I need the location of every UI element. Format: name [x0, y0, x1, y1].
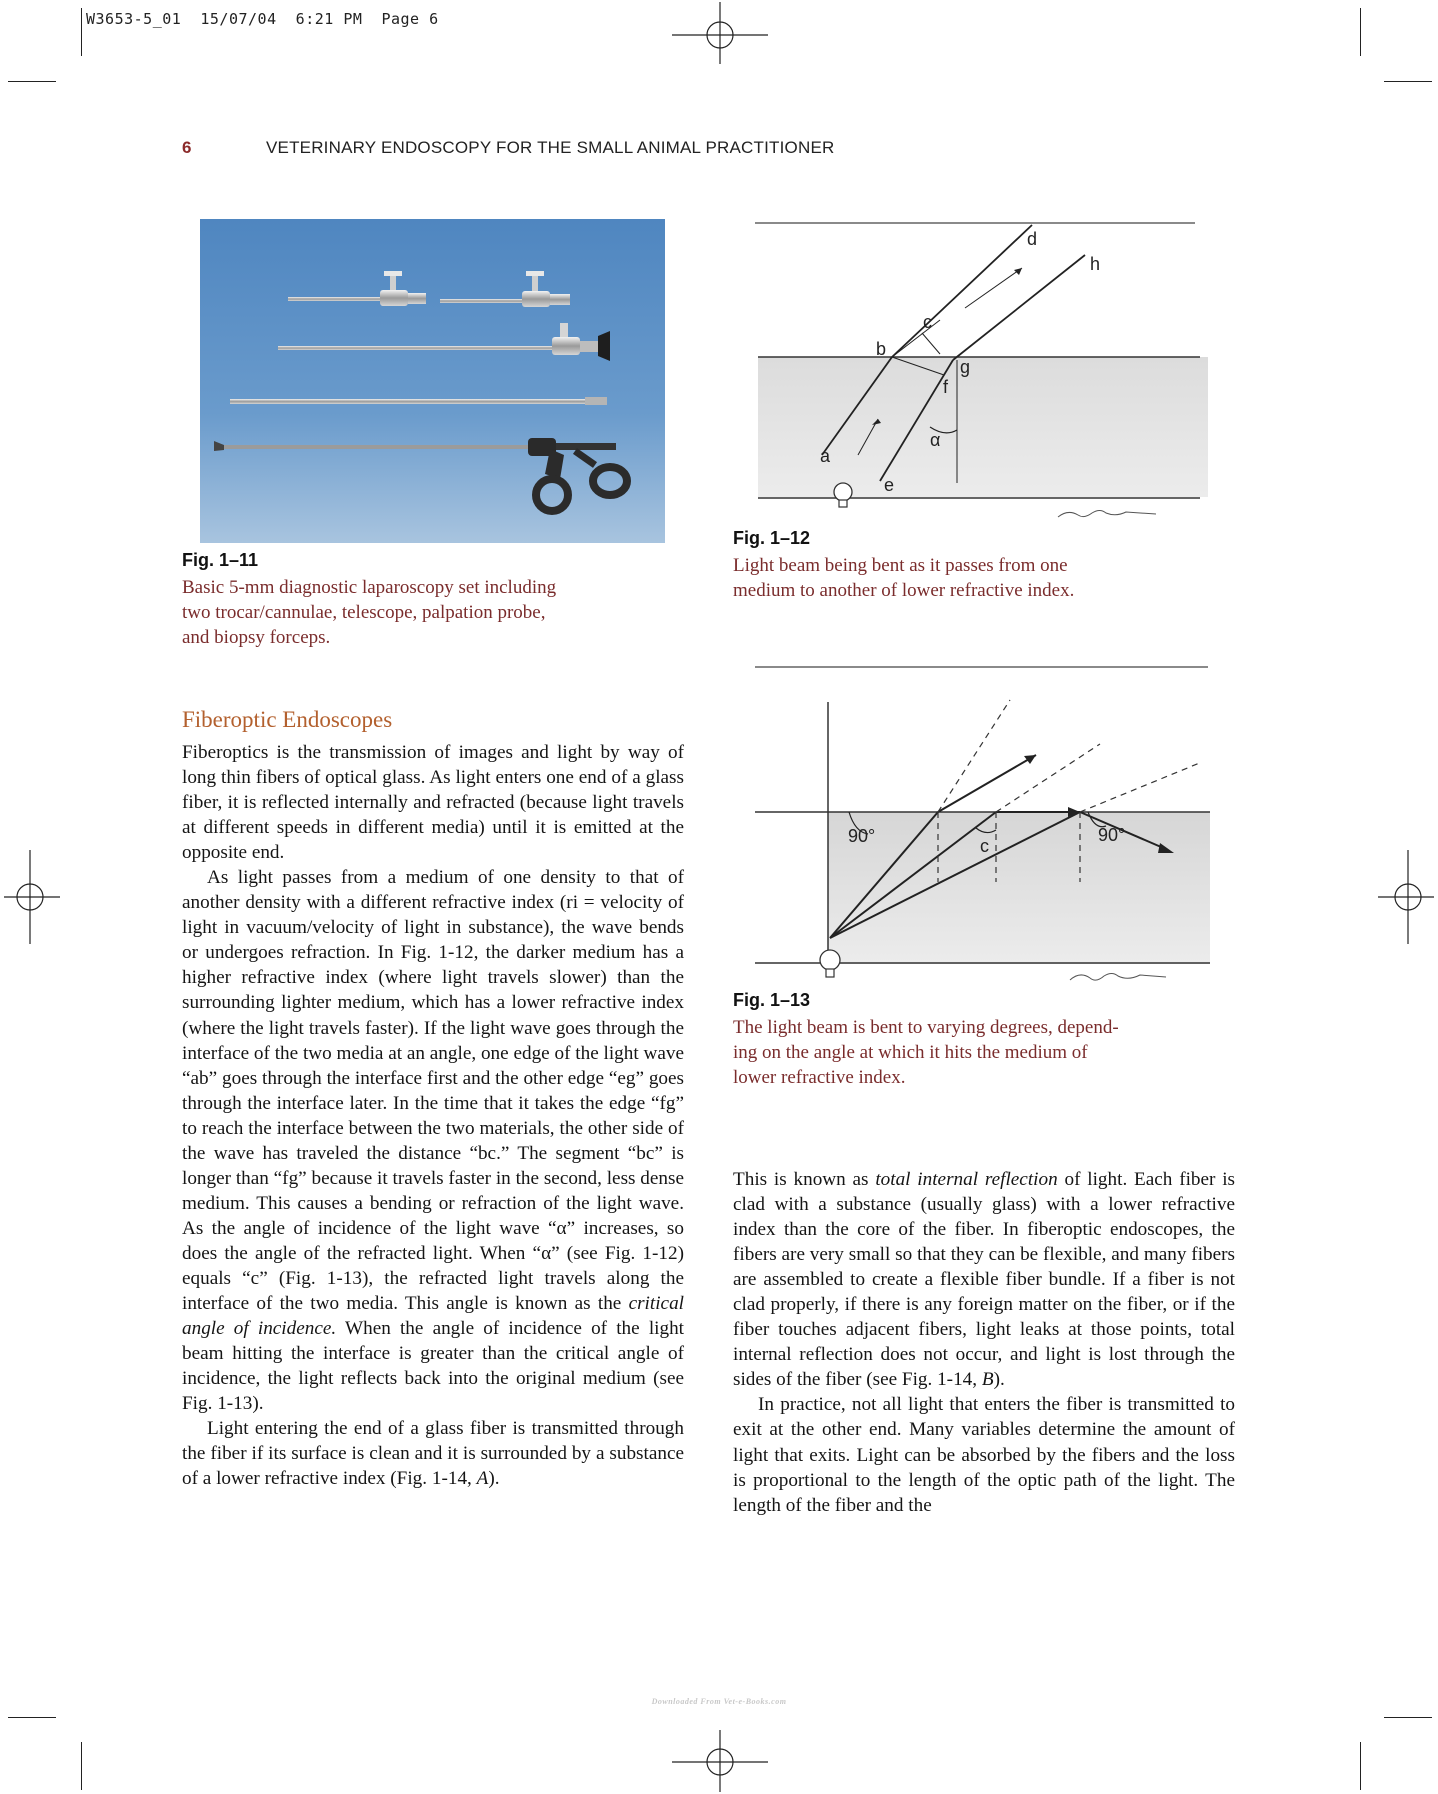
- text-run: of light. Each fiber is clad with a substance (usually glass) with a lower refractive index than the core of the fiber. In fiberoptic endoscopes, the fibers are very small so that they can be flexible, and many fibers are assembled to create a flexible fiber bundle. If a fiber is not clad properly, if there is any foreign matter on the fiber, or if the fiber touches adjacent fibers, light leaks at those points, total internal reflection does not occur, and light is lost through the sides of the fiber (see Fig. 1-14,: [733, 1169, 1236, 1391]
- body-column-right: [733, 1167, 1235, 1518]
- point-label-g: g: [960, 357, 971, 377]
- fig-1-12-caption-block: [733, 528, 1074, 603]
- point-label-c: c: [923, 312, 932, 332]
- printer-slug: W3653-5_01 15/07/04 6:21 PM Page 6: [86, 10, 439, 28]
- section-heading: Fiberoptic Endoscopes: [182, 707, 393, 732]
- critical-angle-diagram: [750, 660, 1215, 990]
- text-run: This is known as: [733, 1169, 876, 1190]
- text-run: ).: [993, 1369, 1005, 1391]
- angle-label-alpha: α: [930, 430, 941, 450]
- refraction-diagram: [750, 215, 1210, 530]
- emphasis: A: [476, 1468, 489, 1490]
- emphasis: total internal reflection: [875, 1169, 1058, 1190]
- fig-1-13-caption-block: [733, 990, 1119, 1090]
- caption-line: lower refractive index.: [733, 1067, 906, 1088]
- light-bulb-icon: [834, 483, 852, 507]
- caption-line: and biopsy forceps.: [182, 627, 331, 648]
- caption-line: The light beam is bent to varying degrees, depend-: [733, 1017, 1119, 1038]
- laparoscopy-set-photo: [200, 219, 665, 543]
- emphasis: B: [981, 1369, 994, 1391]
- paragraph: [182, 865, 684, 1416]
- fig-1-11-caption-block: [182, 550, 556, 650]
- footer-credit: Downloaded From Vet-e-Books.com: [651, 1697, 787, 1706]
- caption-line: ing on the angle at which it hits the medium of: [733, 1042, 1088, 1063]
- fig-1-13-label: Fig. 1–13: [733, 990, 811, 1010]
- point-label-e: e: [884, 475, 895, 495]
- text-run: When the angle of incidence of the light beam hitting the interface is greater than the critical angle of incidence, the light reflects back into the original medium (see Fig. 1-13).: [182, 1318, 685, 1415]
- angle-label-c: c: [980, 836, 989, 856]
- artist-signature: [1070, 974, 1166, 981]
- point-label-f: f: [943, 377, 949, 397]
- point-label-b: b: [876, 339, 887, 359]
- caption-line: two trocar/cannulae, telescope, palpation probe,: [182, 602, 546, 623]
- artist-signature: [1058, 511, 1156, 518]
- page-number: 6: [182, 138, 192, 157]
- light-bulb-icon: [820, 950, 840, 977]
- paragraph: Fiberoptics is the transmission of images and light by way of long thin fibers of optical glass. As light enters one end of a glass fiber, it is reflected internally and refracted (because light travels at different speeds in different media) until it is emitted at the opposite end.: [182, 742, 684, 864]
- point-label-a: a: [820, 446, 831, 466]
- text-run: ).: [488, 1468, 500, 1490]
- point-label-d: d: [1027, 229, 1038, 249]
- text-run: Light entering the end of a glass fiber is transmitted through the fiber if its surface is clean and it is surrounded by a substance of a lower refractive index (Fig. 1-14,: [182, 1418, 684, 1490]
- caption-line: Basic 5-mm diagnostic laparoscopy set including: [182, 577, 557, 598]
- caption-line: medium to another of lower refractive index.: [733, 580, 1075, 601]
- running-head: VETERINARY ENDOSCOPY FOR THE SMALL ANIMAL PRACTITIONER: [266, 138, 835, 157]
- paragraph: [182, 1416, 684, 1491]
- fig-1-13-caption: [733, 1015, 1119, 1090]
- body-column-left: [182, 740, 684, 1491]
- paragraph: [733, 1167, 1235, 1392]
- fig-1-12-caption: [733, 553, 1074, 603]
- text-run: As light passes from a medium of one density to that of another density with a different refractive index (ri = velocity of light in vacuum/velocity of light in substance), the wave bends or undergoes refraction. In Fig. 1-12, the darker medium has a higher refractive index (where light travels slower) than the surrounding lighter medium, which has a lower refractive index (where the light travels faster). If the light wave goes through the interface of the two media at an angle, one edge of the light wave “ab” goes through the interface first and the other edge “eg” goes through the interface later. In the time that it takes the edge “fg” to reach the interface between the two materials, the other side of the wave has traveled the distance “bc.” The segment “bc” is longer than “fg” because it travels faster in the second, less dense medium. This causes a bending or refraction of the light wave. As the angle of incidence of the light wave “α” increases, so does the angle of the refracted light. When “α” (see Fig. 1-12) equals “c” (Fig. 1-13), the refracted light travels along the interface of the two media. This angle is known as the: [182, 867, 684, 1315]
- fig-1-11-caption: [182, 575, 556, 650]
- point-label-h: h: [1090, 254, 1101, 274]
- fig-1-11-label: Fig. 1–11: [182, 550, 259, 570]
- fig-1-12-label: Fig. 1–12: [733, 528, 811, 548]
- angle-label-90-right: 90°: [1098, 825, 1126, 845]
- paragraph: In practice, not all light that enters the fiber is transmitted to exit at the other end. Many variables determine the amount of light that exits. Light can be absorbed by the fibers and the loss is proportional to the length of the optic path of the light. The length of the fiber and the: [733, 1394, 1235, 1516]
- caption-line: Light beam being bent as it passes from one: [733, 555, 1068, 576]
- angle-label-90-left: 90°: [848, 826, 876, 846]
- emphasis: critical angle of incidence.: [182, 1293, 684, 1340]
